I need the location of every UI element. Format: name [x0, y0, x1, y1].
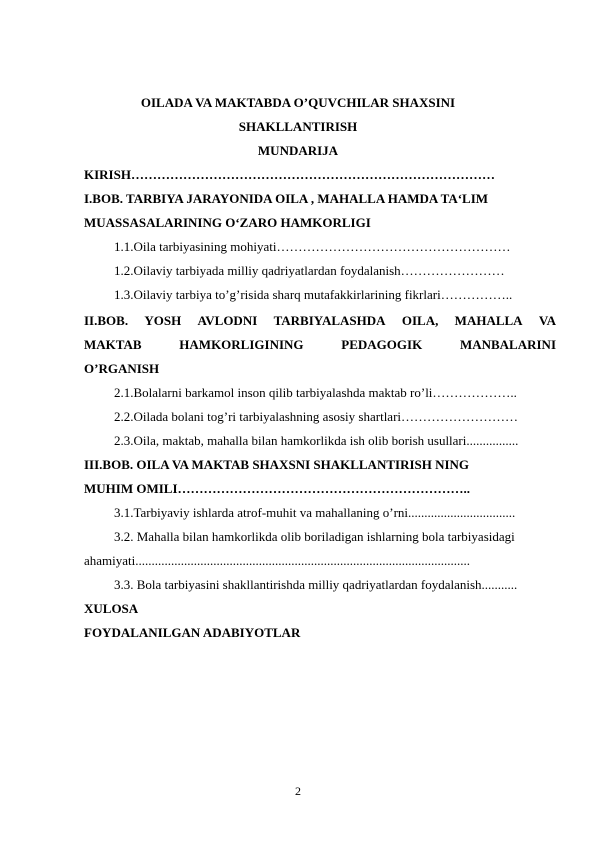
word: HAMKORLIGINING	[179, 337, 304, 352]
toc-entry-chapter-3-line-2: MUHIM OMILI…………………………………………………………..	[84, 481, 471, 496]
toc-entry-chapter-2-line-3: O’RGANISH	[84, 361, 160, 376]
toc-entry-3-3: 3.3. Bola tarbiyasini shakllantirishda milliy qadriyatlardan foydalanish...........	[114, 577, 518, 592]
toc-entry-chapter-1-line-1: I.BOB. TARBIYA JARAYONIDA OILA , MAHALLA HAMDA TA‘LIM	[84, 191, 489, 206]
toc-entry-chapter-3-line-1: III.BOB. OILA VA MAKTAB SHAXSNI SHAKLLANTIRISH NING	[84, 457, 470, 472]
toc-entry-chapter-1-line-2: MUASSASALARINING O‘ZARO HAMKORLIGI	[84, 215, 371, 230]
word: MANBALARINI	[459, 337, 556, 352]
word: MAKTAB	[84, 337, 142, 352]
word: AVLODNI	[197, 313, 258, 328]
word: PEDAGOGIK	[341, 337, 423, 352]
word: II.BOB.	[84, 313, 129, 328]
word: OILA,	[401, 313, 439, 328]
page-number: 2	[295, 784, 301, 798]
toc-entry-3-1: 3.1.Tarbiyaviy ishlarda atrof-muhit va mahallaning o’rni.................................	[114, 505, 516, 520]
document-title-line-1: OILADA VA MAKTABDA O’QUVCHILAR SHAXSINI	[140, 95, 456, 110]
word: MAHALLA	[454, 313, 523, 328]
toc-entry-chapter-2-line-2	[84, 337, 556, 353]
toc-entry-2-2: 2.2.Oilada bolani tog’ri tarbiyalashning asosiy shartlari………………………	[114, 409, 519, 424]
toc-entry-kirish: KIRISH…………………………………………………………………………	[84, 167, 495, 182]
toc-entry-1-3: 1.3.Oilaviy tarbiya to’g’risida sharq mutafakkirlarining fikrlari……………..	[114, 287, 513, 302]
contents-heading: MUNDARIJA	[257, 143, 339, 158]
word: VA	[538, 313, 556, 328]
toc-entry-3-2-line-2: ahamiyati.......................................................................................................	[84, 553, 471, 568]
document-title-line-2: SHAKLLANTIRISH	[238, 119, 358, 134]
toc-entry-3-2-line-1: 3.2. Mahalla bilan hamkorlikda olib boriladigan ishlarning bola tarbiyasidagi	[114, 529, 515, 544]
word: YOSH	[144, 313, 182, 328]
toc-entry-xulosa: XULOSA	[84, 601, 139, 616]
toc-entry-1-2: 1.2.Oilaviy tarbiyada milliy qadriyatlardan foydalanish……………………	[114, 263, 505, 278]
toc-entry-chapter-2-line-1	[84, 313, 556, 329]
toc-entry-2-1: 2.1.Bolalarni barkamol inson qilib tarbiyalashda maktab ro’li………………..	[114, 385, 517, 400]
toc-entry-1-1: 1.1.Oila tarbiyasining mohiyati………………………………………………	[114, 239, 511, 254]
toc-entry-2-3: 2.3.Oila, maktab, mahalla bilan hamkorlikda ish olib borish usullari................	[114, 433, 519, 448]
toc-entry-bibliography: FOYDALANILGAN ADABIYOTLAR	[84, 625, 301, 640]
word: TARBIYALASHDA	[273, 313, 386, 328]
